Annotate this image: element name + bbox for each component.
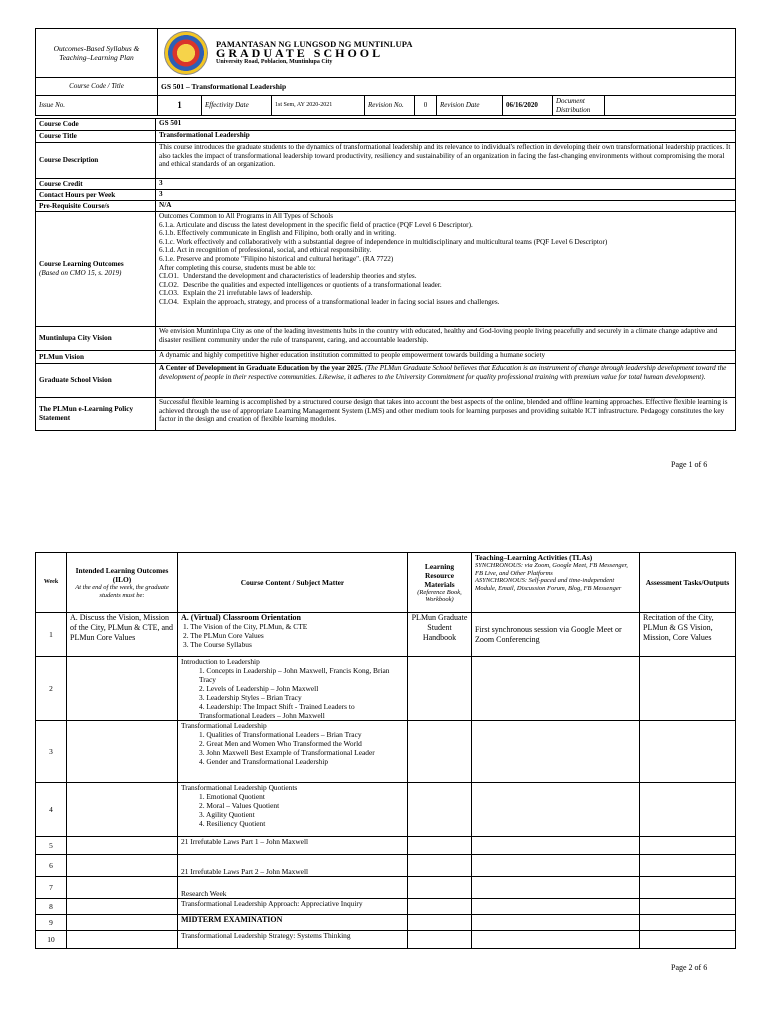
ilo-cell	[67, 855, 178, 877]
document-header	[35, 28, 736, 116]
resources-cell	[408, 837, 472, 855]
plmun-vision-value: A dynamic and highly competitive higher education institution committed to people empowerment towards building a humane society	[156, 351, 736, 364]
assessment-cell	[640, 915, 736, 931]
prerequisite-label: Pre-Requisite Course/s	[36, 201, 156, 212]
ilo-cell	[67, 915, 178, 931]
resources-cell	[408, 657, 472, 721]
col-tla: Teaching–Learning Activities (TLAs) SYNCHRONOUS: via Zoom, Google Meet, FB Messenger, FB Live, and Other Platforms ASYNCHRONOUS: Self-paced and time-independent Module, Email, Discussion Forum, Blog, FB Messenger	[472, 553, 640, 613]
assessment-cell	[640, 721, 736, 783]
tla-cell	[472, 931, 640, 949]
resources-cell: PLMun Graduate Student Handbook	[408, 613, 472, 657]
week-number: 1	[36, 613, 67, 657]
course-code-title-label: Course Code / Title	[36, 78, 158, 96]
ilo-cell	[67, 721, 178, 783]
clo-basis: (Based on CMO 15, s. 2019)	[39, 269, 122, 277]
assessment-cell	[640, 783, 736, 837]
table-row	[36, 613, 736, 657]
effectivity-label: Effectivity Date	[202, 96, 272, 116]
prerequisite-value: N/A	[156, 201, 736, 212]
resources-cell	[408, 877, 472, 899]
content-cell: Introduction to Leadership 1. Concepts in Leadership – John Maxwell, Francis Kong, Brian Tracy 2. Levels of Leadership – John Maxwell 3. Leadership Styles – Brian Tracy 4. Leadership: The Impact Shift - Trained Leaders to Transformational Leaders – John Maxwell	[178, 657, 408, 721]
revision-value: 0	[415, 96, 437, 116]
tla-cell	[472, 657, 640, 721]
table-row	[36, 657, 736, 721]
week-number: 10	[36, 931, 67, 949]
gs-vision-bold: A Center of Development in Graduate Education by the year 2025.	[159, 364, 363, 372]
page-number: Page 1 of 6	[671, 460, 708, 469]
ilo-cell: A. Discuss the Vision, Mission of the City, PLMun & CTE, and PLMun Core Values	[67, 613, 178, 657]
resources-cell	[408, 721, 472, 783]
content-cell: Transformational Leadership Approach: Appreciative Inquiry	[178, 899, 408, 915]
resources-cell	[408, 915, 472, 931]
tla-cell	[472, 855, 640, 877]
ilo-cell	[67, 837, 178, 855]
clo-item: CLO3. Explain the 21 irrefutable laws of leadership.	[159, 289, 313, 298]
content-cell: Transformational Leadership Quotients 1. Emotional Quotient 2. Moral – Values Quotient 3. Agility Quotient 4. Resiliency Quotient	[178, 783, 408, 837]
elearning-label: The PLMun e-Learning Policy Statement	[36, 398, 156, 431]
course-info-table	[35, 118, 736, 431]
gs-vision-italic: (The PLMun Graduate School believes that Education is an instrument of change through leadership development toward the development of people in their respective communities. Likewise, it adheres to the University Commitment for quality professional training with premium value for total human development).	[159, 364, 727, 381]
resources-cell	[408, 855, 472, 877]
content-cell: MIDTERM EXAMINATION	[178, 915, 408, 931]
table-row	[36, 915, 736, 931]
university-banner	[158, 29, 736, 78]
col-assessment: Assessment Tasks/Outputs	[640, 553, 736, 613]
assessment-cell	[640, 931, 736, 949]
table-row	[36, 877, 736, 899]
revision-date-label: Revision Date	[437, 96, 503, 116]
week-number: 8	[36, 899, 67, 915]
clo-item: CLO4. Explain the approach, strategy, and process of a transformational leader in facing social issues and challenges.	[159, 297, 500, 306]
tla-cell	[472, 915, 640, 931]
clo-item: CLO2. Describe the qualities and expected intelligences or quotients of a transformational leader.	[159, 280, 442, 289]
city-vision-value: We envision Muntinlupa City as one of the leading investments hubs in the country with educated, healthy and God-loving people living peacefully and securely in a climate change adaptive and disaster resilient community under the rule of transparent, caring, and accountable leadership.	[156, 327, 736, 351]
content-cell: Transformational Leadership Strategy: Systems Thinking	[178, 931, 408, 949]
gs-vision-label: Graduate School Vision	[36, 364, 156, 398]
outcome-item: 6.1.d. Act in recognition of professional, social, and ethical responsibility.	[159, 246, 372, 255]
week-number: 7	[36, 877, 67, 899]
course-code-label: Course Code	[36, 119, 156, 131]
content-cell: 21 Irrefutable Laws Part 1 – John Maxwell	[178, 837, 408, 855]
university-address: University Road, Poblacion, Muntinlupa City	[216, 58, 333, 65]
revision-date-value: 06/16/2020	[503, 96, 553, 116]
tla-cell	[472, 721, 640, 783]
outcome-item: 6.1.a. Articulate and discuss the latest development in the specific field of practice (PQF Level 6 Descriptor).	[159, 220, 473, 229]
university-seal-icon	[164, 31, 208, 75]
ilo-cell	[67, 877, 178, 899]
issue-value: 1	[158, 96, 202, 116]
col-content: Course Content / Subject Matter	[178, 553, 408, 613]
week-number: 4	[36, 783, 67, 837]
clo-label: Course Learning Outcomes	[39, 260, 124, 269]
clo-label-cell	[36, 212, 156, 327]
gs-vision-cell	[156, 364, 736, 398]
col-ilo: Intended Learning Outcomes (ILO) At the end of the week, the graduate students must be:	[67, 553, 178, 613]
week-number: 5	[36, 837, 67, 855]
course-title-label: Course Title	[36, 131, 156, 143]
doc-type: Outcomes-Based Syllabus & Teaching–Learning Plan	[36, 29, 158, 78]
university-name: PAMANTASAN NG LUNGSOD NG MUNTINLUPA	[216, 38, 413, 49]
assessment-cell	[640, 657, 736, 721]
table-row	[36, 783, 736, 837]
clo-item: CLO1. Understand the development and characteristics of leadership theories and styles.	[159, 272, 417, 281]
credit-label: Course Credit	[36, 179, 156, 190]
resources-cell	[408, 931, 472, 949]
content-cell: Transformational Leadership 1. Qualities of Transformational Leaders – Brian Tracy 2. Great Men and Women Who Transformed the World 3. John Maxwell Best Example of Transformational Leader 4. Gender and Transformational Leadership	[178, 721, 408, 783]
tla-cell	[472, 783, 640, 837]
assessment-cell	[640, 899, 736, 915]
week-number: 3	[36, 721, 67, 783]
col-resources: Learning Resource Materials (Reference Book, Workbook)	[408, 553, 472, 613]
assessment-cell: Recitation of the City, PLMun & GS Vision, Mission, Core Values	[640, 613, 736, 657]
city-vision-label: Muntinlupa City Vision	[36, 327, 156, 351]
tla-cell	[472, 877, 640, 899]
outcome-item: 6.1.c. Work effectively and collaboratively with a substantial degree of independence in multidisciplinary and multicultural teams (PQF Level 6 Descriptor)	[159, 237, 608, 246]
tla-cell: First synchronous session via Google Meet or Zoom Conferencing	[472, 613, 640, 657]
contact-hours-value: 3	[156, 190, 736, 201]
tla-cell	[472, 837, 640, 855]
graduate-school-title: GRADUATE SCHOOL	[216, 45, 384, 60]
week-number: 2	[36, 657, 67, 721]
course-code-title: GS 501 – Transformational Leadership	[158, 78, 736, 96]
description-label: Course Description	[36, 143, 156, 179]
ilo-cell	[67, 783, 178, 837]
distribution-value	[605, 96, 736, 116]
week-number: 6	[36, 855, 67, 877]
issue-label: Issue No.	[36, 96, 158, 116]
table-row	[36, 721, 736, 783]
resources-cell	[408, 783, 472, 837]
ilo-cell	[67, 657, 178, 721]
distribution-label: Document Distribution	[553, 96, 605, 116]
ilo-cell	[67, 899, 178, 915]
week-number: 9	[36, 915, 67, 931]
ilo-cell	[67, 931, 178, 949]
resources-cell	[408, 899, 472, 915]
outcome-item: 6.1.e. Preserve and promote "Filipino historical and cultural heritage". (RA 7722)	[159, 254, 394, 263]
col-week: Week	[36, 553, 67, 613]
content-cell: 21 Irrefutable Laws Part 2 – John Maxwell	[178, 855, 408, 877]
after-completion-text: After completing this course, students must be able to:	[159, 263, 316, 272]
assessment-cell	[640, 877, 736, 899]
contact-hours-label: Contact Hours per Week	[36, 190, 156, 201]
table-row	[36, 899, 736, 915]
teaching-learning-plan-table	[35, 552, 736, 949]
content-cell: A. (Virtual) Classroom Orientation 1. The Vision of the City, PLMun, & CTE 2. The PLMun Core Values 3. The Course Syllabus	[178, 613, 408, 657]
outcomes-heading: Outcomes Common to All Programs in All Types of Schools	[159, 212, 334, 220]
table-row	[36, 837, 736, 855]
description-value: This course introduces the graduate students to the dynamics of transformational leadership and its relevance to individual's reflection in developing their own transformational leadership practices. It also tackles the impact of transformational leadership toward productivity, resiliency and sustainability of an organization in facing the fast-changing environments without compromising the moral and ethical standards of an organization.	[156, 143, 736, 179]
effectivity-value: 1st Sem, AY 2020-2021	[272, 96, 365, 116]
assessment-cell	[640, 855, 736, 877]
clo-content	[156, 212, 736, 327]
elearning-value: Successful flexible learning is accomplished by a structured course design that takes into account the best aspects of the online, blended and offline learning approaches. Effective flexible learning is achieved through the use of appropriate Learning Management System (LMS) and other medium tools for learning purposes and providing suitable ICT infrastructure. Pedagogy constitutes the key factor in the design and creation of flexible learning modules.	[156, 398, 736, 431]
table-row	[36, 931, 736, 949]
course-title-value: Transformational Leadership	[156, 131, 736, 143]
page-number: Page 2 of 6	[671, 963, 708, 972]
outcome-item: 6.1.b. Effectively communicate in English and Filipino, both orally and in writing.	[159, 229, 397, 238]
assessment-cell	[640, 837, 736, 855]
revision-label: Revision No.	[365, 96, 415, 116]
credit-value: 3	[156, 179, 736, 190]
plmun-vision-label: PLMun Vision	[36, 351, 156, 364]
table-row	[36, 855, 736, 877]
content-cell: Research Week	[178, 877, 408, 899]
tla-cell	[472, 899, 640, 915]
course-code-value: GS 501	[156, 119, 736, 131]
